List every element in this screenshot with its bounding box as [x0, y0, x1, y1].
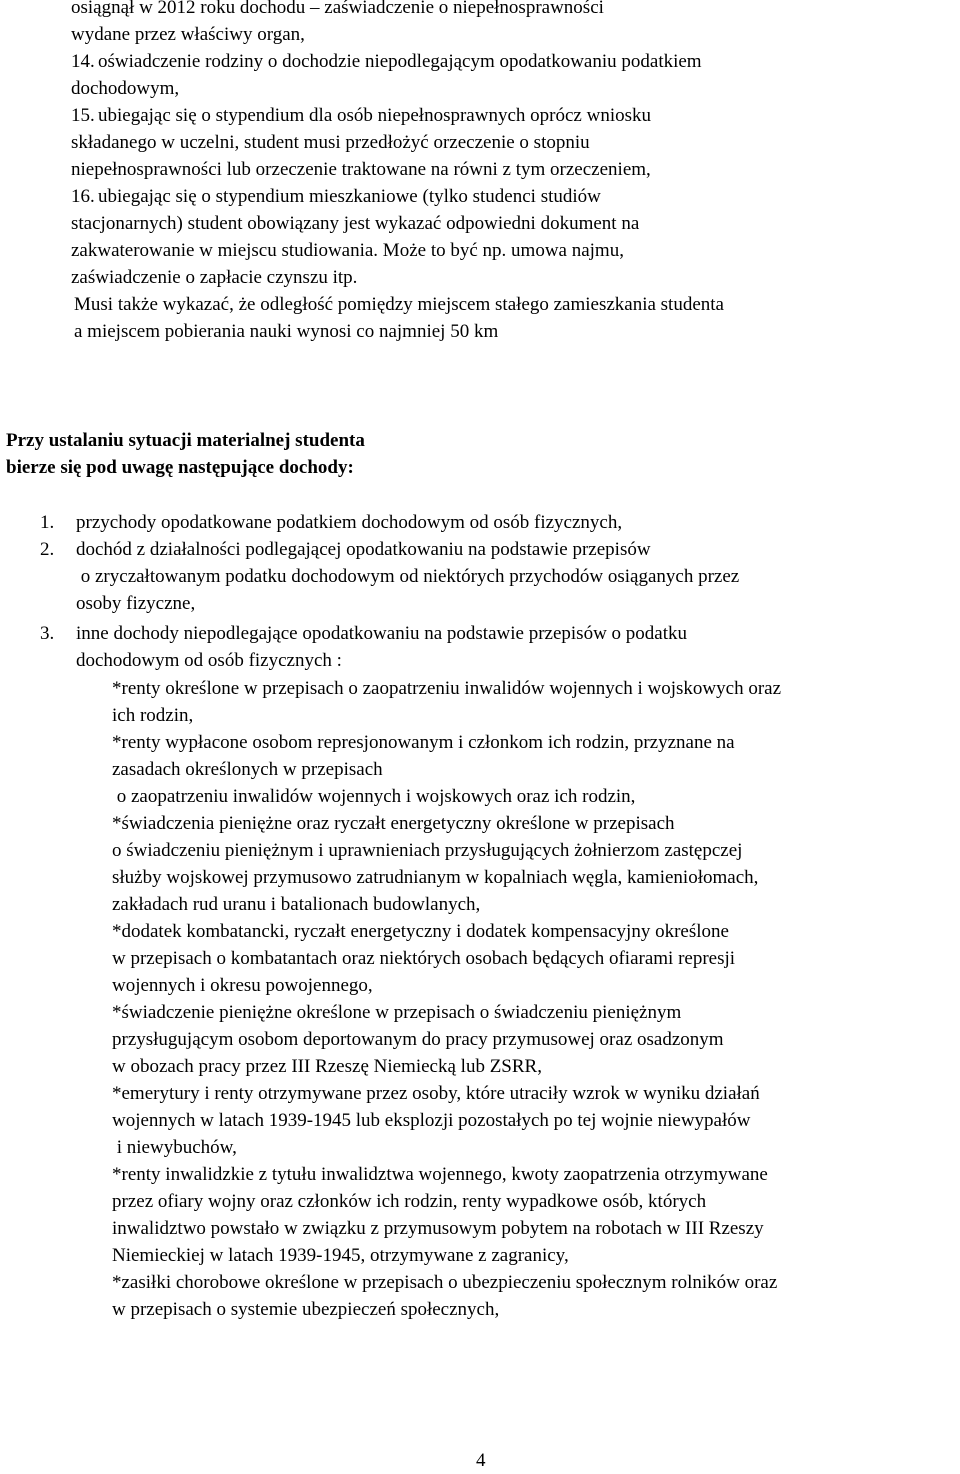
sub-item-line: wojennych i okresu powojennego,	[112, 975, 373, 996]
page-number: 4	[476, 1450, 486, 1471]
list-number: 15.	[71, 105, 95, 126]
sub-item-line: *renty wypłacone osobom represjonowanym i członkom ich rodzin, przyznane na	[112, 732, 735, 753]
sub-item-line: *świadczenie pieniężne określone w przepisach o świadczeniu pieniężnym	[112, 1002, 682, 1023]
text-line: przychody opodatkowane podatkiem dochodowym od osób fizycznych,	[76, 512, 623, 533]
sub-item-line: Niemieckiej w latach 1939-1945, otrzymywane z zagranicy,	[112, 1245, 569, 1266]
sub-item-line: wojennych w latach 1939-1945 lub eksplozji pozostałych po tej wojnie niewypałów	[112, 1110, 751, 1131]
sub-item-line: *renty określone w przepisach o zaopatrzeniu inwalidów wojennych i wojskowych oraz	[112, 678, 782, 699]
list-number: 16.	[71, 186, 95, 207]
text-line: ubiegając się o stypendium dla osób niepełnosprawnych oprócz wniosku	[98, 105, 651, 126]
text-line: osoby fizyczne,	[76, 593, 196, 614]
text-line: zaświadczenie o zapłacie czynszu itp.	[71, 267, 358, 288]
text-line: osiągnął w 2012 roku dochodu – zaświadczenie o niepełnosprawności	[71, 0, 604, 18]
list-number: 3.	[40, 623, 55, 644]
text-line: ubiegając się o stypendium mieszkaniowe (tylko studenci studiów	[98, 186, 601, 207]
sub-item-line: *dodatek kombatancki, ryczałt energetyczny i dodatek kompensacyjny określone	[112, 921, 729, 942]
text-line: wydane przez właściwy organ,	[71, 24, 305, 45]
sub-item-line: w obozach pracy przez III Rzeszę Niemiecką lub ZSRR,	[112, 1056, 542, 1077]
sub-item-line: ich rodzin,	[112, 705, 194, 726]
text-line: dochód z działalności podlegającej opodatkowaniu na podstawie przepisów	[76, 539, 651, 560]
text-line: zakwaterowanie w miejscu studiowania. Może to być np. umowa najmu,	[71, 240, 624, 261]
text-line: dochodowym od osób fizycznych :	[76, 650, 342, 671]
sub-item-line: o zaopatrzeniu inwalidów wojennych i wojskowych oraz ich rodzin,	[112, 786, 636, 807]
sub-item-line: przez ofiary wojny oraz członków ich rodzin, renty wypadkowe osób, których	[112, 1191, 707, 1212]
sub-item-line: przysługującym osobom deportowanym do pracy przymusowej oraz osadzonym	[112, 1029, 724, 1050]
sub-item-line: *zasiłki chorobowe określone w przepisach o ubezpieczeniu społecznym rolników oraz	[112, 1272, 778, 1293]
list-number: 2.	[40, 539, 55, 560]
sub-item-line: zakładach rud uranu i batalionach budowlanych,	[112, 894, 481, 915]
sub-item-line: *emerytury i renty otrzymywane przez osoby, które utraciły wzrok w wyniku działań	[112, 1083, 760, 1104]
list-number: 14.	[71, 51, 95, 72]
sub-item-line: o świadczeniu pieniężnym i uprawnieniach przysługujących żołnierzom zastępczej	[112, 840, 743, 861]
sub-item-line: w przepisach o kombatantach oraz niektórych osobach będących ofiarami represji	[112, 948, 736, 969]
text-line: stacjonarnych) student obowiązany jest wykazać odpowiedni dokument na	[71, 213, 640, 234]
sub-item-line: i niewybuchów,	[112, 1137, 237, 1158]
sub-item-line: *renty inwalidzkie z tytułu inwalidztwa wojennego, kwoty zaopatrzenia otrzymywane	[112, 1164, 768, 1185]
text-line: oświadczenie rodziny o dochodzie niepodlegającym opodatkowaniu podatkiem	[98, 51, 702, 72]
section-heading: bierze się pod uwagę następujące dochody:	[6, 457, 354, 478]
section-heading: Przy ustalaniu sytuacji materialnej studenta	[6, 430, 365, 451]
text-line: a miejscem pobierania nauki wynosi co najmniej 50 km	[74, 321, 499, 342]
sub-item-line: służby wojskowej przymusowo zatrudnianym w kopalniach węgla, kamieniołomach,	[112, 867, 759, 888]
sub-item-line: *świadczenia pieniężne oraz ryczałt energetyczny określone w przepisach	[112, 813, 675, 834]
text-line: Musi także wykazać, że odległość pomiędzy miejscem stałego zamieszkania studenta	[74, 294, 724, 315]
text-line: o zryczałtowanym podatku dochodowym od niektórych przychodów osiąganych przez	[76, 566, 740, 587]
text-line: składanego w uczelni, student musi przedłożyć orzeczenie o stopniu	[71, 132, 590, 153]
sub-item-line: inwalidztwo powstało w związku z przymusowym pobytem na robotach w III Rzeszy	[112, 1218, 764, 1239]
text-line: niepełnosprawności lub orzeczenie traktowane na równi z tym orzeczeniem,	[71, 159, 651, 180]
text-line: dochodowym,	[71, 78, 180, 99]
sub-item-line: zasadach określonych w przepisach	[112, 759, 383, 780]
list-number: 1.	[40, 512, 55, 533]
text-line: inne dochody niepodlegające opodatkowaniu na podstawie przepisów o podatku	[76, 623, 687, 644]
sub-item-line: w przepisach o systemie ubezpieczeń społecznych,	[112, 1299, 500, 1320]
